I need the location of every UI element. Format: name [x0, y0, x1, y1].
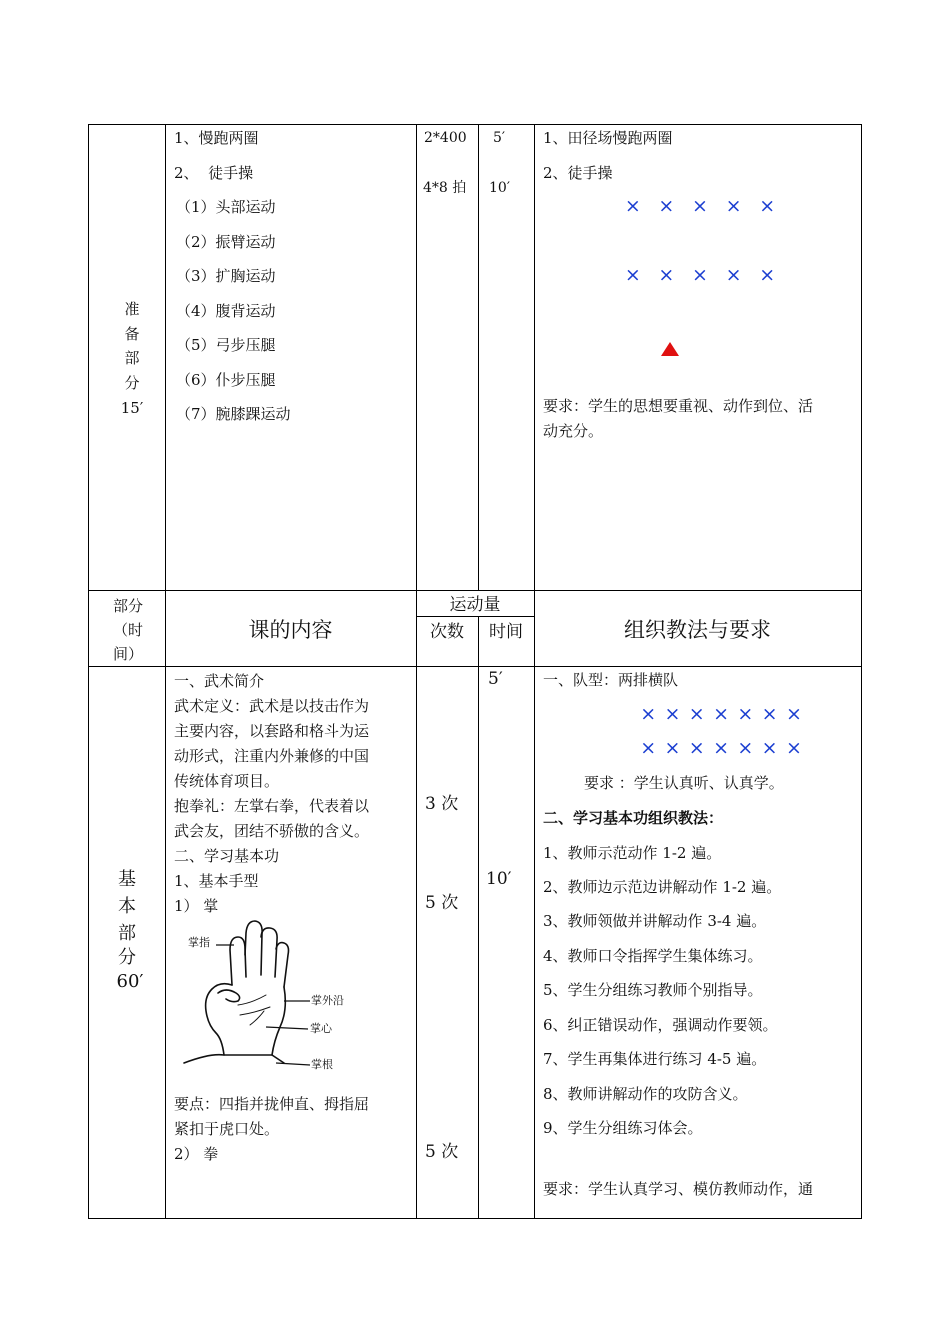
list-item: （1）头部运动 [176, 198, 276, 216]
list-item: 2、 徒手操 [174, 164, 254, 182]
content-line: 武会友，团结不骄傲的含义。 [174, 822, 370, 840]
prep-count: 4*8 拍 [423, 180, 467, 196]
method-line: 动充分。 [543, 422, 604, 440]
prep-time: 5′ [493, 130, 506, 146]
content-line: 紧扣于虎口处。 [174, 1120, 280, 1138]
header-section-line: 部分 [112, 597, 143, 615]
content-line: 2） 拳 [174, 1145, 219, 1163]
student-marker: × [713, 703, 729, 725]
student-marker: × [725, 264, 742, 286]
formation-row [636, 703, 806, 725]
student-marker: × [664, 737, 681, 759]
method-line: 要求：学生认真学习、模仿教师动作，通 [543, 1180, 814, 1198]
student-marker: × [658, 195, 675, 217]
hand-label-finger: 掌指 [188, 936, 210, 949]
method-line: 要求 ：学生认真听、认真学。 [584, 774, 784, 792]
section-column-border [165, 124, 166, 1219]
hand-label-palm-center: 掌心 [310, 1022, 332, 1035]
formation-row [636, 737, 806, 759]
formation-row [616, 195, 784, 217]
student-marker: × [624, 195, 641, 217]
method-line: 3、教师领做并讲解动作 3-4 遍。 [543, 912, 767, 930]
content-line: 一、武术简介 [174, 672, 265, 690]
student-marker: × [640, 737, 657, 759]
basic-count: 3 次 [425, 794, 459, 814]
method-line: 5、学生分组练习教师个别指导。 [543, 981, 763, 999]
prep-count: 2*400 [424, 130, 467, 146]
basic-section-char: 分 [118, 947, 136, 968]
header-load: 运动量 [449, 595, 501, 615]
student-marker: × [725, 195, 742, 217]
prep-section-char: 部 [124, 349, 140, 367]
method-line: 8、教师讲解动作的攻防含义。 [543, 1085, 748, 1103]
method-line: 要求：学生的思想要重视、动作到位、活 [543, 397, 814, 415]
prep-section-char: 准 [124, 300, 140, 318]
header-count: 次数 [430, 622, 464, 642]
content-line: 1、基本手型 [174, 872, 259, 890]
basic-count: 5 次 [425, 1142, 459, 1162]
method-line: 6、纠正错误动作，强调动作要领。 [543, 1016, 778, 1034]
header-top-border [88, 590, 862, 591]
list-item: （7）腕膝踝运动 [176, 405, 291, 423]
header-method: 组织教法与要求 [624, 618, 771, 642]
student-marker: × [761, 737, 778, 759]
method-line: 4、教师口令指挥学生集体练习。 [543, 947, 763, 965]
content-line: 抱拳礼：左掌右拳，代表着以 [174, 797, 370, 815]
content-column-border [416, 124, 417, 1219]
list-item: 1、慢跑两圈 [174, 129, 259, 147]
method-line: 7、学生再集体进行练习 4-5 遍。 [543, 1050, 767, 1068]
header-bottom-border [88, 666, 862, 667]
formation-row [616, 264, 784, 286]
basic-section-char: 本 [118, 896, 136, 917]
hand-label-palm-root: 掌根 [311, 1058, 333, 1071]
list-item: （5）弓步压腿 [176, 336, 276, 354]
basic-section-char: 基 [118, 869, 136, 890]
table-bottom-border [88, 1218, 862, 1219]
student-marker: × [688, 703, 705, 725]
list-item: （4）腹背运动 [176, 302, 276, 320]
method-line: 1、教师示范动作 1-2 遍。 [543, 844, 722, 862]
content-line: 传统体育项目。 [174, 772, 280, 790]
student-marker: × [664, 703, 681, 725]
student-marker: × [759, 264, 776, 286]
basic-time: 10′ [486, 869, 512, 889]
student-marker: × [737, 703, 754, 725]
content-line: 武术定义：武术是以技击作为 [174, 697, 370, 715]
method-line: 9、学生分组练习体会。 [543, 1119, 703, 1137]
prep-section-char: 分 [124, 374, 140, 392]
basic-section-char: 部 [118, 923, 136, 944]
student-marker: × [688, 737, 705, 759]
load-subheader-border [416, 616, 534, 617]
header-section-line: 间） [112, 645, 143, 663]
table-top-border [88, 124, 862, 125]
table-right-border [861, 124, 862, 1219]
student-marker: × [692, 264, 708, 286]
method-line: 2、徒手操 [543, 164, 613, 182]
count-column-border [478, 124, 479, 590]
student-marker: × [713, 737, 729, 759]
prep-section-char: 备 [124, 325, 140, 343]
header-content: 课的内容 [248, 618, 333, 642]
student-marker: × [785, 703, 802, 725]
list-item: （2）振臂运动 [176, 233, 276, 251]
prep-section-duration: 15′ [120, 399, 144, 417]
basic-section-duration: 60′ [116, 971, 144, 992]
table-left-border [88, 124, 89, 1219]
count-column-border [478, 616, 479, 1219]
header-section-line: （时 [112, 621, 143, 639]
method-line: 2、教师边示范边讲解动作 1-2 遍。 [543, 878, 782, 896]
method-line: 1、田径场慢跑两圈 [543, 129, 673, 147]
method-line: 一、队型：两排横队 [543, 671, 679, 689]
student-marker: × [785, 737, 802, 759]
student-marker: × [640, 703, 657, 725]
basic-count: 5 次 [425, 893, 459, 913]
content-line: 主要内容，以套路和格斗为运 [174, 722, 370, 740]
content-line: 二、学习基本功 [174, 847, 280, 865]
method-heading: 二、学习基本功组织教法： [543, 809, 724, 827]
hand-label-outer-edge: 掌外沿 [311, 994, 344, 1007]
teacher-marker-icon [661, 342, 679, 356]
student-marker: × [624, 264, 641, 286]
list-item: （3）扩胸运动 [176, 267, 276, 285]
header-time: 时间 [489, 622, 523, 642]
student-marker: × [692, 195, 708, 217]
list-item: （6）仆步压腿 [176, 371, 276, 389]
content-line: 1） 掌 [174, 897, 219, 915]
student-marker: × [761, 703, 778, 725]
basic-time: 5′ [488, 669, 503, 689]
time-column-border [534, 124, 535, 1219]
student-marker: × [658, 264, 675, 286]
student-marker: × [737, 737, 754, 759]
content-line: 要点：四指并拢伸直、拇指屈 [174, 1095, 370, 1113]
content-line: 动形式，注重内外兼修的中国 [174, 747, 370, 765]
student-marker: × [759, 195, 776, 217]
prep-time: 10′ [489, 180, 510, 196]
